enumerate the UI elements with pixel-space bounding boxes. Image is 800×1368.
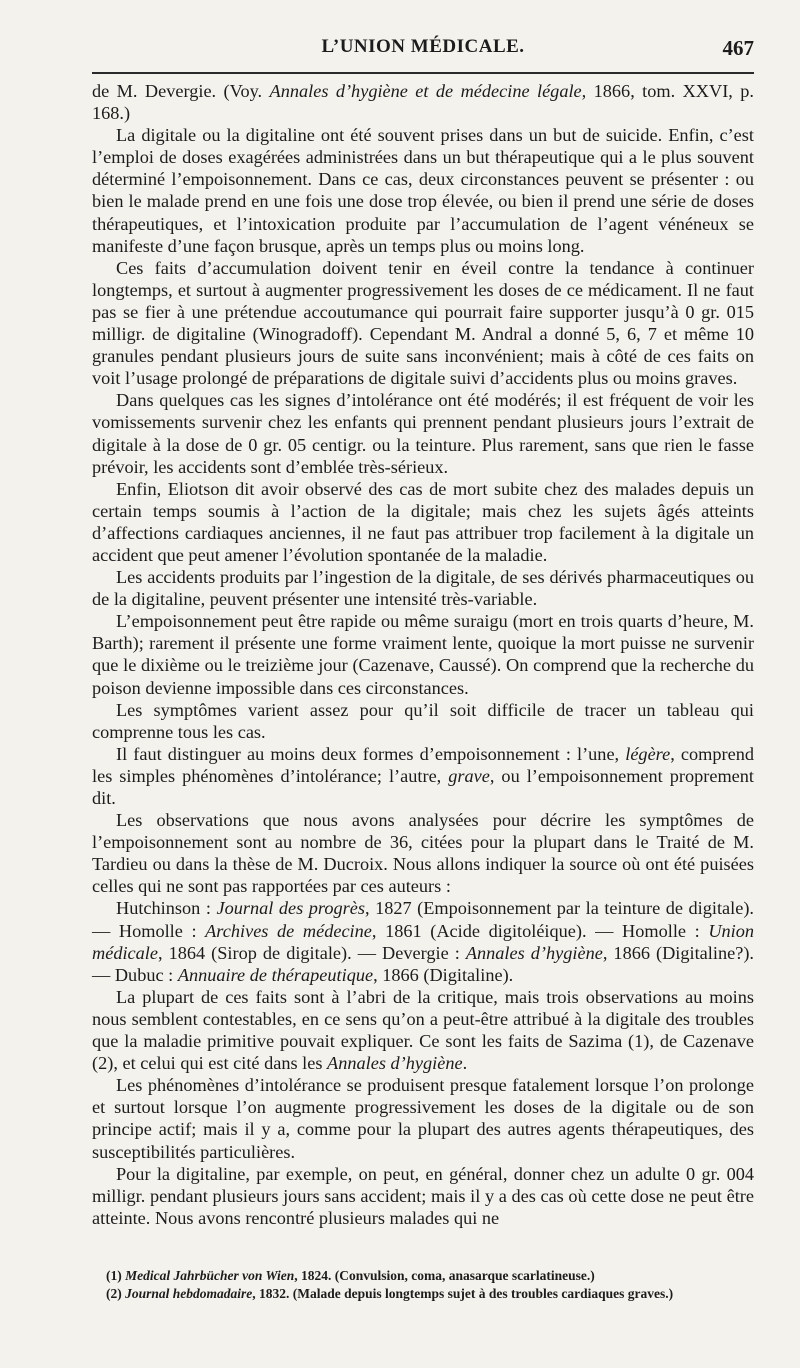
footnote [106,1285,754,1303]
text-run: , ou l’empoisonnement proprement dit. [92,765,754,808]
body-text [92,80,754,1229]
text-run: , 1832. (Malade depuis longtemps sujet à des troubles cardiaques graves.) [252,1285,674,1301]
text-run: , comprend les simples phénomènes d’intolérance; l’autre, [92,743,754,786]
italic-citation: Medical Jahrbücher von Wien [125,1267,295,1283]
text-run: La digitale ou la digitaline ont été souvent prises dans un but de suicide. Enfin, c’est l’emploi de doses exagérées administrées dans un but thérapeutique qui a le plus souvent déterminé l’empoisonnement. Dans ce cas, deux circonstances peuvent se présenter : ou bien le malade prend en une fois une dose trop élevée, ou bien il prend une série de doses thérapeutiques, et l’intoxication produite par l’accumulation de l’agent vénéneux se manifeste d’une façon brusque, après un temps plus ou moins long. [92,125,754,256]
running-head: L’UNION MÉDICALE. [321,36,525,57]
italic-citation: Annuaire de thérapeutique [177,964,374,985]
text-run: , 1866 (Digitaline?). — Dubuc : [92,942,754,985]
footnotes [92,1267,754,1303]
italic-citation: Union médicale [92,920,755,963]
text-run: , 1827 (Empoisonnement par la teinture de digitale). — Homolle : [92,898,754,941]
text-run: Les observations que nous avons analysées pour décrire les symptômes de l’empoisonnement sont au nombre de 36, citées pour la plupart dans le Traité de M. Tardieu ou dans la thèse de M. Ducroix. Nous allons indiquer la source où ont été puisées celles qui ne sont pas rapportées par ces auteurs : [92,810,754,897]
text-run: Pour la digitaline, par exemple, on peut, en général, donner chez un adulte 0 gr. 004 milligr. pendant plusieurs jours sans accident; mais il y a des cas où cette dose ne peut être atteinte. Nous avons rencontré plusieurs malades qui ne [92,1163,754,1228]
italic-citation: Journal des progrès [216,898,365,919]
italic-citation: Annales d’hygiène et de médecine légale, [269,81,587,101]
paragraph [92,986,754,1074]
text-run: , 1866 (Digitaline). [373,964,514,985]
paragraph [92,478,754,566]
page-header [92,36,754,66]
page-number: 467 [722,36,754,60]
text-run: Ces faits d’accumulation doivent tenir en éveil contre la tendance à continuer longtemps, et surtout à augmenter progressivement les doses de ce médicament. Il ne faut pas se fier à une prétendue accoutumance qui pourrait faire supporter jusqu’à 0 gr. 015 milligr. de digitaline (Winogradoff). Cependant M. Andral a donné 5, 6, 7 et même 10 granules pendant plusieurs jours de suite sans inconvénient; mais à côté de ces faits on voit l’usage prolongé de préparations de digitale suivi d’accidents plus ou moins graves. [92,257,754,389]
text-run: de M. Devergie. (Voy. [92,81,270,101]
text-run: Les phénomènes d’intolérance se produisent presque fatalement lorsque l’on prolonge et surtout lorsque l’on augmente progressivement les doses de la digitale ou de son principe actif; mais il y a, comme pour la plupart des autres agents thérapeutiques, des susceptibilités particulières. [92,1075,754,1162]
text-run: L’empoisonnement peut être rapide ou même suraigu (mort en trois quarts d’heure, M. Barth); rarement il présente une forme vraiment lente, quoique la mort puisse ne survenir que le dixième ou le treizième jour (Cazenave, Caussé). On comprend que la recherche du poison devienne impossible dans ces circonstances. [92,611,754,698]
text-run: 1866, tom. XXVI, p. 168.) [92,81,754,124]
text-run: , 1864 (Sirop de digitale). — Devergie : [157,942,466,963]
paragraph [92,809,754,897]
italic-citation: Archives de médecine [205,920,372,941]
paragraph [92,699,754,743]
paragraph [92,1074,754,1162]
paragraph [92,80,754,124]
paragraph [92,610,754,698]
italic-citation: Journal hebdomadaire [125,1285,253,1301]
text-run: Hutchinson : [116,898,217,919]
paragraph [92,1163,754,1229]
italic-citation: Annales d’hygiène [465,942,603,963]
text-run: . [462,1053,468,1074]
paragraph [92,897,754,985]
text-run: Enfin, Eliotson dit avoir observé des cas de mort subite chez des malades depuis un certain temps soumis à l’action de la digitale; mais chez les sujets âgés atteints d’affections cardiaques anciennes, il ne faut pas attribuer trop facilement à la digitale un accident que peut amener l’évolution spontanée de la maladie. [92,478,754,565]
text-run: Il faut distinguer au moins deux formes d’empoisonnement : l’une, [116,743,626,764]
text-run: La plupart de ces faits sont à l’abri de la critique, mais trois observations au moins nous semblent contestables, en ce sens qu’on a peut-être attribué à la digitale des troubles que la maladie primitive pouvait expliquer. Ce sont les faits de Sazima (1), de Cazenave (2), et celui qui est cité dans les [92,986,754,1074]
italic-citation: Annales d’hygiène [327,1053,463,1074]
text-run: Les symptômes varient assez pour qu’il soit difficile de tracer un tableau qui comprenne tous les cas. [92,699,754,742]
paragraph [92,124,754,257]
paragraph [92,257,754,390]
text-run: (1) [106,1267,126,1283]
footnote [106,1267,754,1285]
text-run: Les accidents produits par l’ingestion de la digitale, de ses dérivés pharmaceutiques ou de la digitaline, peuvent présenter une intensité très-variable. [92,567,754,610]
italic-citation: grave [448,765,490,786]
header-rule [92,72,754,74]
paragraph [92,389,754,477]
paragraph [92,743,754,809]
italic-citation: légère [625,743,671,764]
text-run: , 1861 (Acide digitoléique). — Homolle : [371,920,709,941]
text-run: Dans quelques cas les signes d’intolérance ont été modérés; il est fréquent de voir les vomissements survenir chez les enfants qui prennent pendant plusieurs jours l’extrait de digitale à la dose de 0 gr. 05 centigr. ou la teinture. Plus rarement, sans que rien le fasse prévoir, les accidents sont d’emblée très-sérieux. [92,390,754,477]
text-run: (2) [106,1285,126,1301]
text-run: , 1824. (Convulsion, coma, anasarque scarlatineuse.) [294,1267,595,1283]
paragraph [92,566,754,610]
